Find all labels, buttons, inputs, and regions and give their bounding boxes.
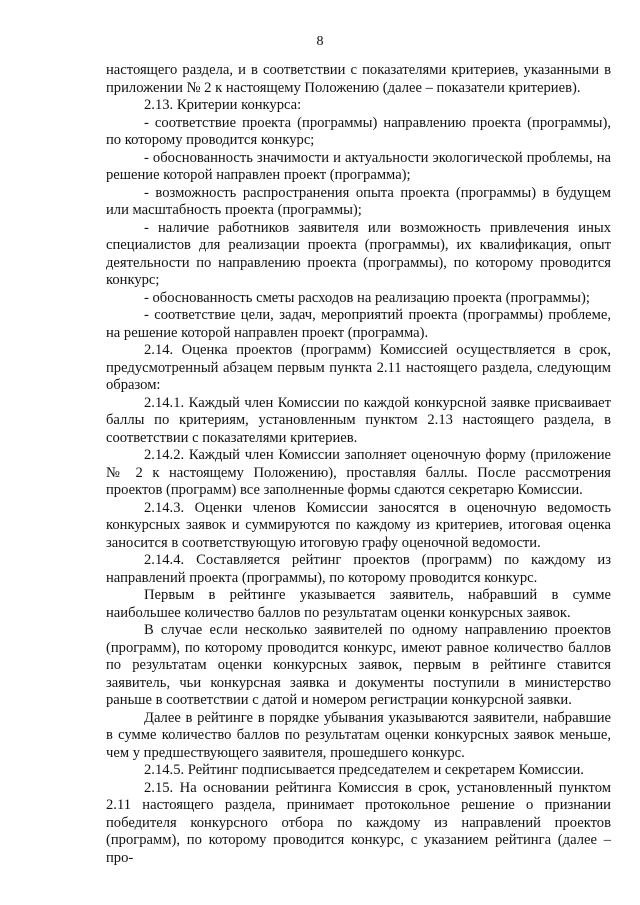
- criterion-item: - наличие работников заявителя или возможность привлечения иных специалистов для реализации проекта (программы), их квалификация, опыт деятельности по направлению проекта (программы), по которому проводится конкурс;: [106, 219, 611, 288]
- paragraph-rating-tie: В случае если несколько заявителей по одному направлению проектов (программ), по которому проводится конкурс, имеют равное количество баллов по результатам оценки конкурсных заявок, первым в рейтинге ставится заявитель, чьи конкурсная заявка и документы поступили в министерство раньше в соответствии с датой и номером регистрации конкурсной заявки.: [106, 622, 611, 708]
- paragraph-2-14-4: 2.14.4. Составляется рейтинг проектов (программ) по каждому из направлений проекта (программы), по которому проводится конкурс.: [106, 552, 611, 586]
- criterion-item: - соответствие цели, задач, мероприятий проекта (программы) проблеме, на решение которой направлен проект (программа).: [106, 307, 611, 341]
- paragraph-continuation: настоящего раздела, и в соответствии с показателями критериев, указанными в приложении № 2 к настоящему Положению (далее – показатели критериев).: [106, 62, 611, 96]
- page-number: 8: [316, 34, 324, 49]
- criterion-item: - соответствие проекта (программы) направлению проекта (программы), по которому проводится конкурс;: [106, 114, 611, 148]
- paragraph-2-14-2: 2.14.2. Каждый член Комиссии заполняет оценочную форму (приложение № 2 к настоящему Положению), проставляя баллы. После рассмотрения проектов (программ) все заполненные формы сдаются секретарю Комиссии.: [106, 447, 611, 498]
- paragraph-rating-first: Первым в рейтинге указывается заявитель, набравший в сумме наибольшее количество баллов по результатам оценки конкурсных заявок.: [106, 587, 611, 621]
- criterion-item: - возможность распространения опыта проекта (программы) в будущем или масштабность проекта (программы);: [106, 184, 611, 218]
- criterion-item: - обоснованность сметы расходов на реализацию проекта (программы);: [144, 289, 590, 306]
- paragraph-rating-order: Далее в рейтинге в порядке убывания указываются заявители, набравшие в сумме количество баллов по результатам оценки конкурсных заявок меньше, чем у предшествующего заявителя, прошедшего конкурс.: [106, 709, 611, 761]
- criterion-item: - обоснованность значимости и актуальности экологической проблемы, на решение которой направлен проект (программа);: [106, 149, 611, 183]
- paragraph-2-14: 2.14. Оценка проектов (программ) Комиссией осуществляется в срок, предусмотренный абзацем первым пункта 2.11 настоящего раздела, следующим образом:: [106, 342, 611, 393]
- paragraph-2-14-1: 2.14.1. Каждый член Комиссии по каждой конкурсной заявке присваивает баллы по критериям, установленным пунктом 2.13 настоящего раздела, в соответствии с показателями критериев.: [106, 394, 611, 446]
- document-body: [106, 62, 611, 867]
- paragraph-2-14-3: 2.14.3. Оценки членов Комиссии заносятся в оценочную ведомость конкурсных заявок и суммируются по каждому из критериев, итоговая оценка заносится в соответствующую итоговую графу оценочной ведомости.: [106, 499, 611, 551]
- paragraph-2-14-5: 2.14.5. Рейтинг подписывается председателем и секретарем Комиссии.: [144, 762, 584, 778]
- paragraph-2-15: 2.15. На основании рейтинга Комиссия в срок, установленный пунктом 2.11 настоящего раздела, принимает протокольное решение о признании победителя конкурсного отбора по каждому из направлений проектов (программ), по которому проводится конкурс, с указанием рейтинга (далее – про-: [106, 779, 611, 866]
- paragraph-2-13-heading: 2.13. Критерии конкурса:: [144, 97, 302, 113]
